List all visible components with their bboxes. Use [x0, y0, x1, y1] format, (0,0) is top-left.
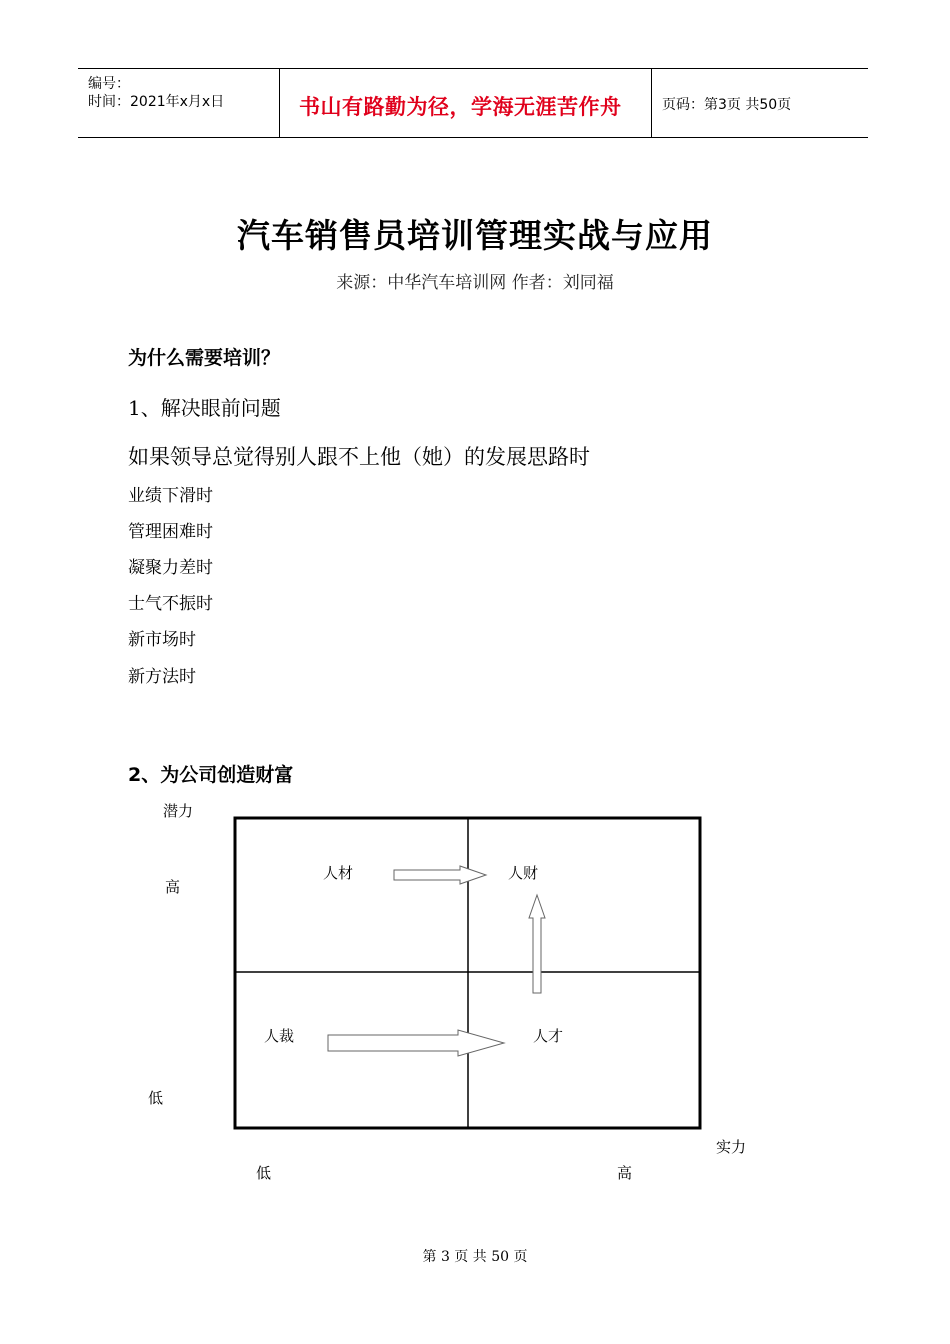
list-item: 凝聚力差时	[128, 558, 213, 578]
section-heading-why-training: 为什么需要培训？	[128, 347, 281, 369]
y-axis-high-label: 高	[165, 878, 181, 896]
x-axis-label: 实力	[716, 1138, 747, 1156]
y-axis-label: 潜力	[163, 802, 194, 820]
x-axis-high-label: 高	[617, 1164, 633, 1182]
document-number-label: 编号：	[88, 76, 130, 92]
document-title: 汽车销售员培训管理实战与应用	[237, 216, 713, 255]
quadrant-top-left-label: 人材	[323, 864, 354, 882]
quadrant-top-right-label: 人财	[508, 864, 539, 882]
quadrant-bottom-left-label: 人裁	[264, 1027, 295, 1045]
quadrant-bottom-right-label: 人才	[533, 1027, 564, 1045]
list-item: 新方法时	[128, 667, 196, 687]
list-item: 新市场时	[128, 630, 196, 650]
arrow-right-top-icon	[394, 866, 486, 884]
subsection-heading-1: 1、解决眼前问题	[128, 396, 281, 420]
document-time-label: 时间：2021年x月x日	[88, 94, 225, 110]
y-axis-low-label: 低	[148, 1089, 164, 1107]
section-heading-create-wealth: 2、为公司创造财富	[128, 764, 294, 786]
document-source-line: 来源：中华汽车培训网 作者：刘同福	[336, 273, 614, 293]
page-footer: 第 3 页 共 50 页	[422, 1249, 528, 1265]
arrow-up-icon	[529, 895, 545, 993]
header-page-number: 页码：第3页 共50页	[662, 97, 792, 113]
arrow-right-bottom-icon	[328, 1030, 504, 1056]
section-intro-paragraph: 如果领导总觉得别人跟不上他（她）的发展思路时	[128, 445, 590, 469]
list-item: 管理困难时	[128, 522, 213, 542]
header-motto: 书山有路勤为径，学海无涯苦作舟	[299, 94, 622, 119]
x-axis-low-label: 低	[256, 1164, 272, 1182]
list-item: 士气不振时	[128, 594, 213, 614]
list-item: 业绩下滑时	[128, 486, 213, 506]
